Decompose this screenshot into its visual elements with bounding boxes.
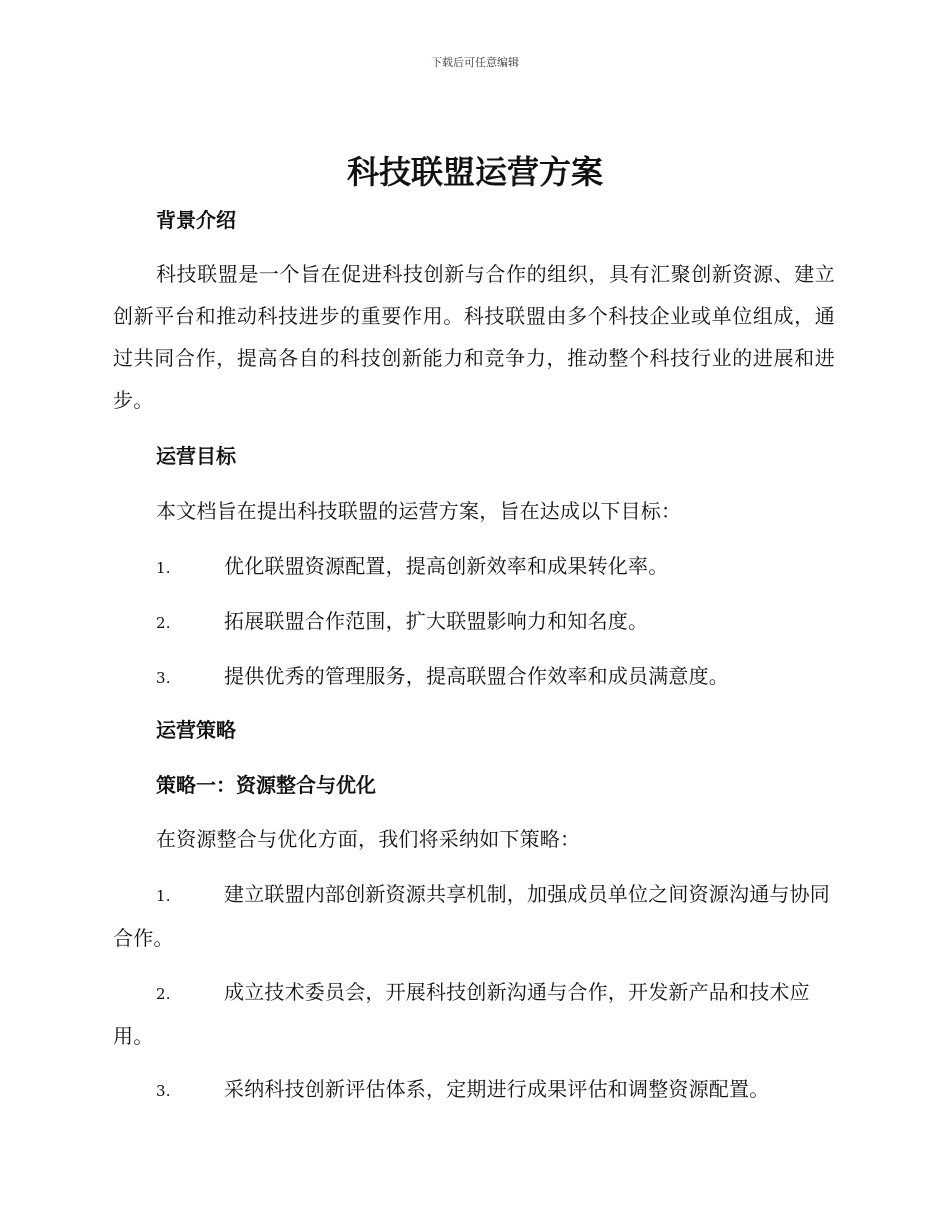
strategy-intro: 在资源整合与优化方面，我们将采纳如下策略：: [156, 827, 581, 851]
header-note: 下载后可任意编辑: [431, 56, 519, 69]
list-number: 1.: [156, 887, 171, 905]
section-heading-strategy: 运营策略: [156, 718, 236, 742]
sub-heading-strategy-one: 策略一：资源整合与优化: [156, 773, 376, 797]
list-text: 提供优秀的管理服务，提高联盟合作效率和成员满意度。: [224, 664, 729, 688]
list-item: [113, 1068, 835, 1112]
list-item: [113, 600, 835, 644]
list-number: 2.: [156, 614, 171, 632]
list-text: 采纳科技创新评估体系，定期进行成果评估和调整资源配置。: [224, 1077, 770, 1101]
list-number: 3.: [156, 1082, 171, 1100]
list-item: [113, 873, 835, 959]
list-number: 2.: [156, 985, 171, 1003]
list-item: [113, 545, 835, 589]
document-title: 科技联盟运营方案: [346, 153, 603, 191]
list-number: 1.: [156, 559, 171, 577]
list-number: 3.: [156, 669, 171, 687]
section-heading-goals: 运营目标: [156, 444, 236, 468]
list-text: 建立联盟内部创新资源共享机制，加强成员单位之间资源沟通与协同合作。: [113, 882, 830, 950]
goals-intro: 本文档旨在提出科技联盟的运营方案，旨在达成以下目标：: [156, 499, 682, 523]
list-text: 优化联盟资源配置，提高创新效率和成果转化率。: [224, 554, 669, 578]
list-text: 成立技术委员会，开展科技创新沟通与合作，开发新产品和技术应用。: [113, 980, 810, 1048]
list-item: [113, 971, 835, 1057]
background-paragraph: 科技联盟是一个旨在促进科技创新与合作的组织，具有汇聚创新资源、建立创新平台和推动科技进步的重要作用。科技联盟由多个科技企业或单位组成，通过共同合作，提高各自的科技创新能力和竞争力，推动整个科技行业的进展和进步。: [113, 262, 835, 412]
list-text: 拓展联盟合作范围，扩大联盟影响力和知名度。: [224, 609, 649, 633]
section-heading-background: 背景介绍: [156, 208, 236, 232]
list-item: [113, 655, 835, 699]
